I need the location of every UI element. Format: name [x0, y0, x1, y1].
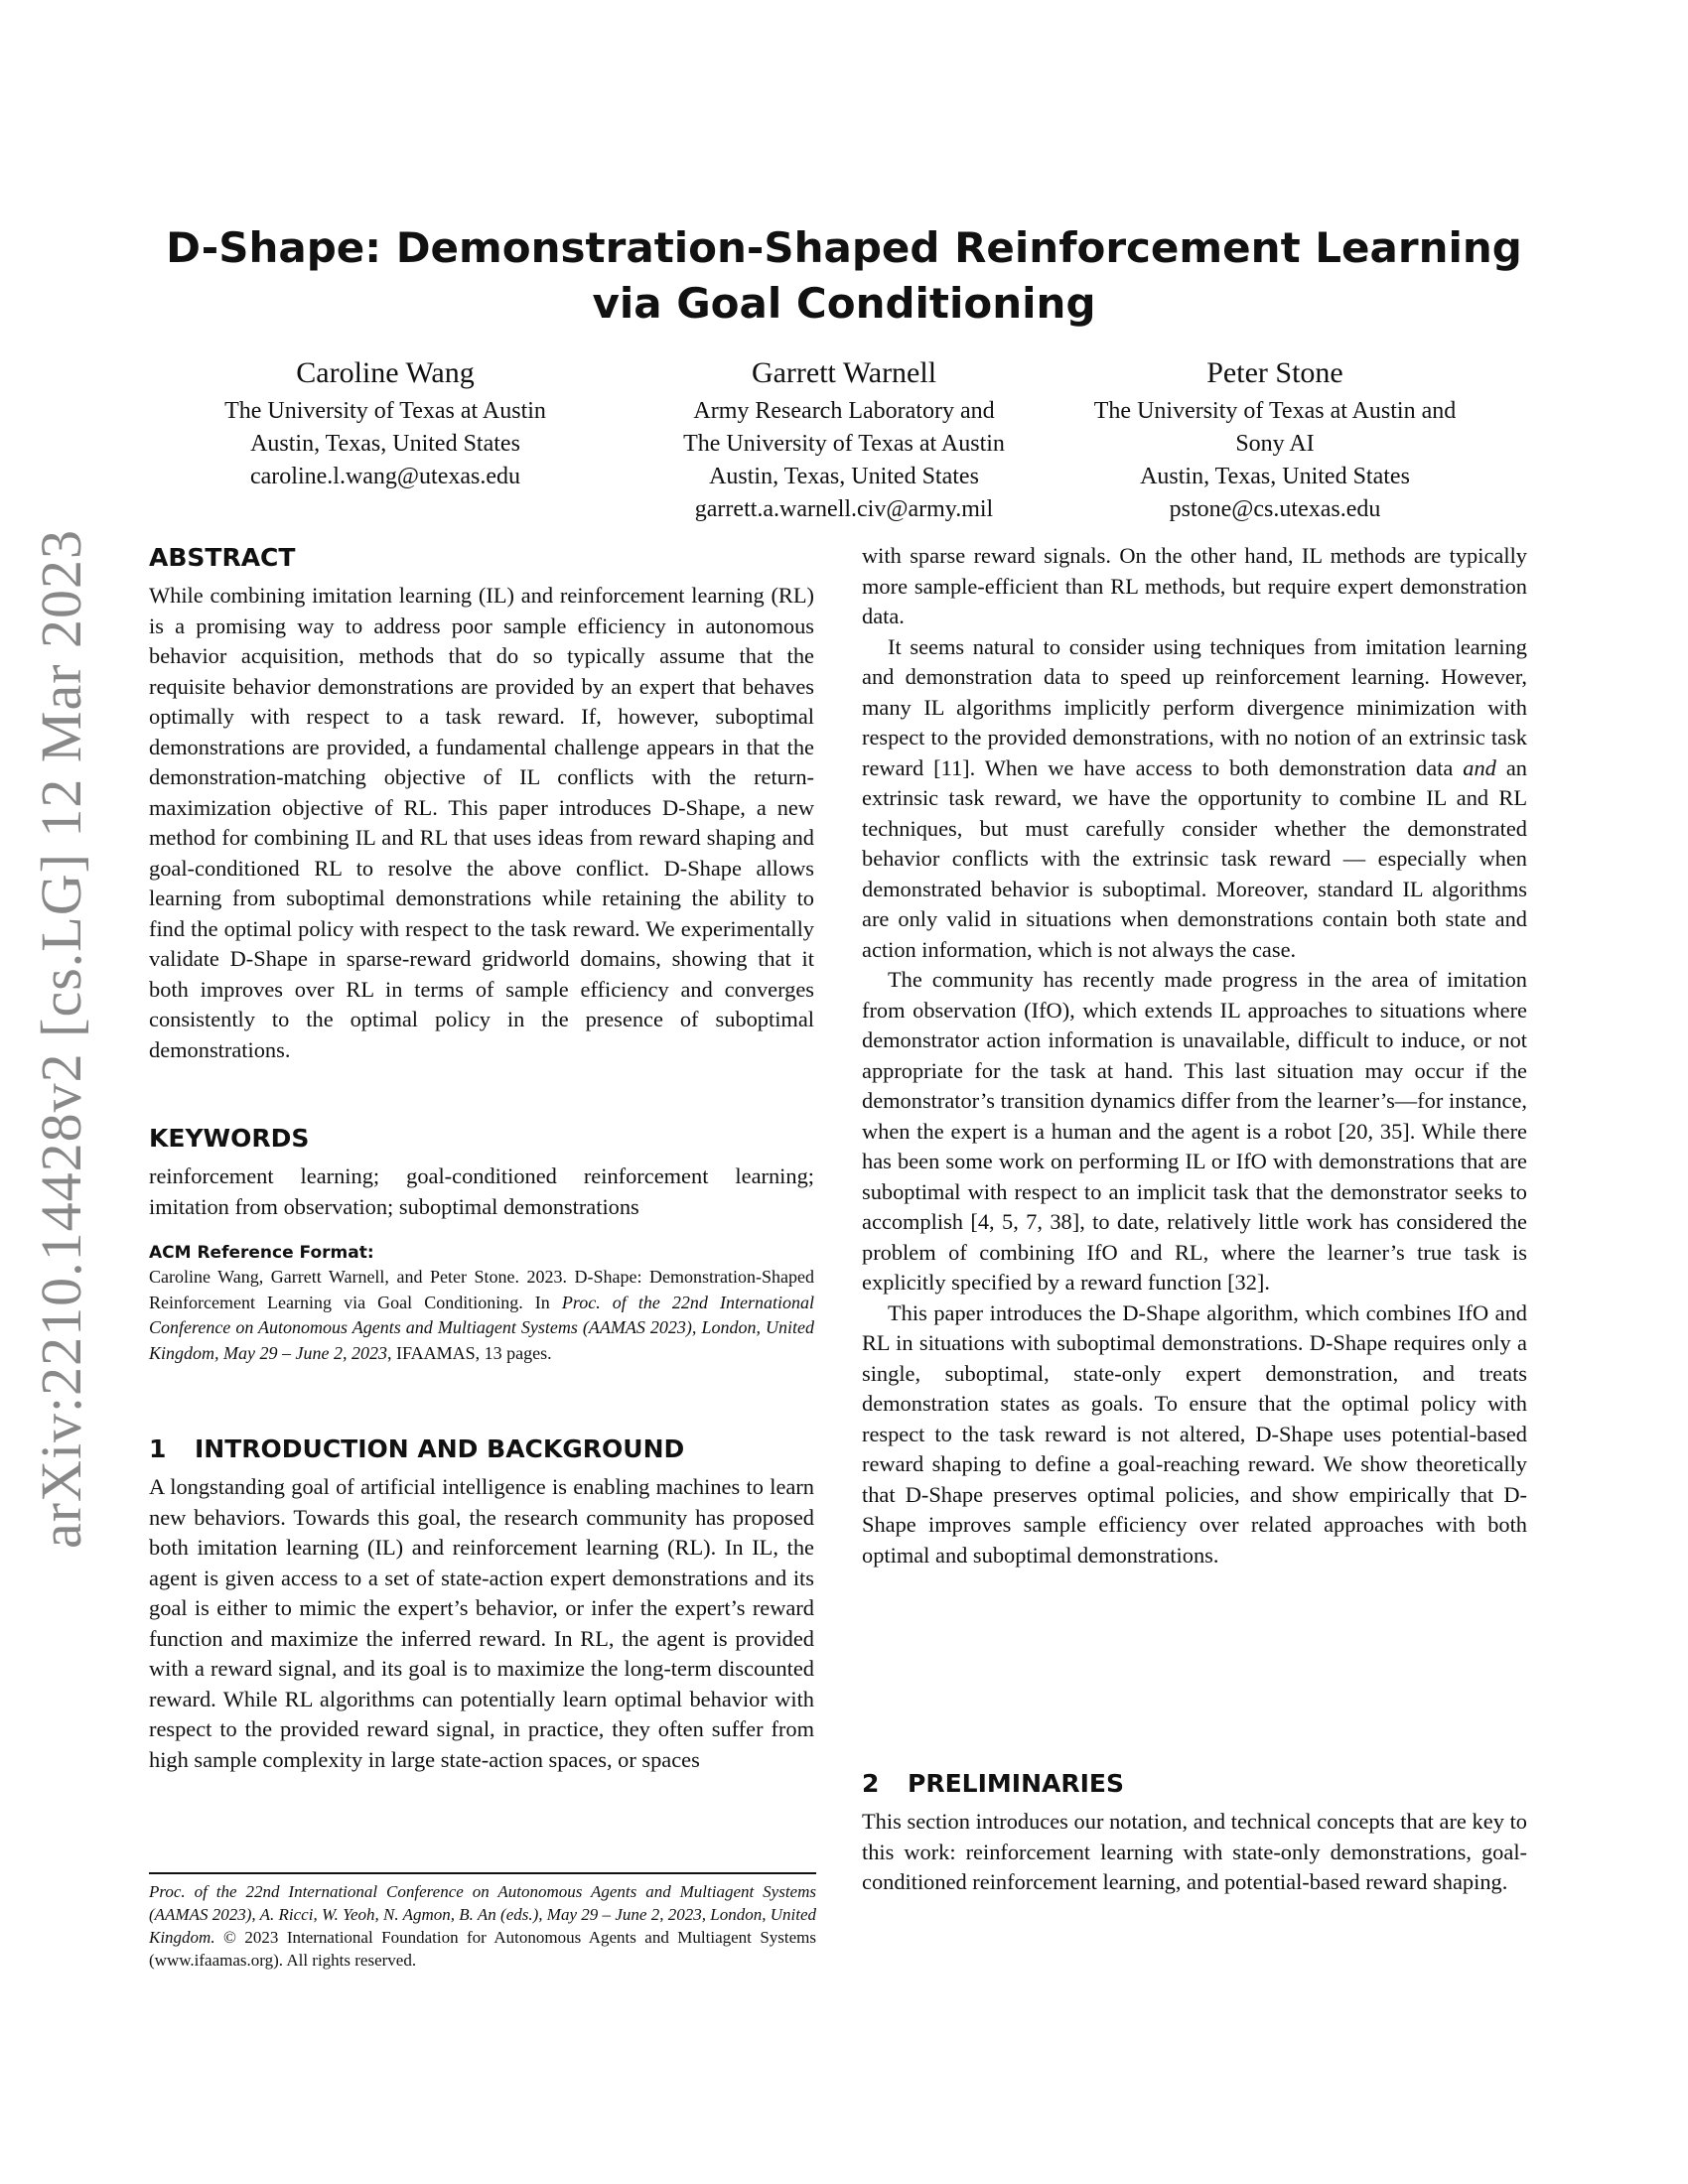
author-block-1 [167, 353, 604, 493]
author-affiliation: Sony AI [1235, 431, 1315, 457]
intro-paragraph-4: This paper introduces the D-Shape algorithm, which combines IfO and RL in situations with suboptimal demonstrations. D-Shape requires only a single, suboptimal, state-only expert demonstration, and treats demonstration states as goals. To ensure that the optimal policy with respect to the task reward is not altered, D-Shape uses potential-based reward shaping to define a goal-reaching reward. We show theoretically that D-Shape preserves optimal policies, and show empirically that D-Shape improves sample efficiency over related approaches with both optimal and suboptimal demonstrations. [862, 1299, 1527, 1568]
keywords-section [149, 1122, 814, 1222]
acm-citation-publisher: , IFAAMAS, 13 pages. [386, 1342, 552, 1363]
author-email: pstone@cs.utexas.edu [1169, 496, 1381, 522]
author-location: Austin, Texas, United States [1140, 464, 1410, 489]
footnote-venue: Proc. of the 22nd International Conference on Autonomous Agents and Multiagent Systems (AAMAS 2023), A. Ricci, W. Yeoh, N. Agmon, B. An (eds.), May 29 – June 2, 2023, London, United Kingdom. [149, 1882, 816, 1947]
section-number: 2 [862, 1769, 880, 1798]
acm-citation-venue: Proc. of the 22nd International Conference on Autonomous Agents and Multiagent Systems (AAMAS 2023), London, United Kingdom, May 29 – June 2, 2023 [149, 1292, 814, 1363]
author-name: Caroline Wang [296, 356, 475, 389]
abstract-section [149, 541, 814, 1065]
intro-paragraph-1-continued: with sparse reward signals. On the other hand, IL methods are typically more sample-efficient than RL methods, but require expert demonstration data. [862, 543, 1527, 628]
preliminaries-text: This section introduces our notation, and technical concepts that are key to this work: reinforcement learning with state-only demonstrations, goal-conditioned reinforcement learning, and potential-based reward shaping. [862, 1809, 1527, 1894]
author-email: garrett.a.warnell.civ@army.mil [694, 496, 994, 522]
intro-paragraph-2-start: It seems natural to consider using techniques from imitation learning and demonstration data to speed up reinforcement learning. However, many IL algorithms implicitly perform divergence minimization with respect to the provided demonstrations, with no notion of an extrinsic task reward [11]. When we have access to both demonstration data [862, 633, 1527, 780]
keywords-text: reinforcement learning; goal-conditioned reinforcement learning; imitation from observation; suboptimal demonstrations [149, 1163, 814, 1219]
acm-citation-authors: Caroline Wang, Garrett Warnell, and Peter Stone. 2023. D-Shape: Demonstration-Shaped Reinforcement Learning via Goal Conditioning. In [149, 1267, 814, 1312]
author-location: Austin, Texas, United States [709, 464, 979, 489]
author-affiliation: Army Research Laboratory and [693, 398, 995, 424]
emphasis-and: and [1463, 754, 1496, 780]
introduction-continued [862, 541, 1527, 1570]
keywords-heading: KEYWORDS [149, 1124, 310, 1153]
footnote-copyright: © 2023 International Foundation for Autonomous Agents and Multiagent Systems (www.ifaamas.org). All rights reserved. [149, 1928, 816, 1970]
abstract-heading: ABSTRACT [149, 543, 296, 572]
author-name: Garrett Warnell [751, 356, 937, 389]
intro-paragraph-2-end: an extrinsic task reward, we have the opportunity to combine IL and RL techniques, but must carefully consider whether the demonstrated behavior conflicts with the extrinsic task reward — especially when demonstrated behavior is suboptimal. Moreover, standard IL algorithms are only valid in situations when demonstrations contain both state and action information, which is not always the case. [862, 754, 1527, 962]
acm-reference-heading: ACM Reference Format: [149, 1243, 374, 1263]
paper-title: D-Shape: Demonstration-Shaped Reinforcement Learning via Goal Conditioning [166, 223, 1522, 328]
copyright-footnote [149, 1880, 816, 1972]
acm-reference-text [149, 1265, 814, 1366]
section-title: PRELIMINARIES [908, 1769, 1124, 1798]
arxiv-identifier: arXiv:2210.14428v2 [cs.LG] 12 Mar 2023 [29, 528, 93, 1549]
author-email: caroline.l.wang@utexas.edu [249, 464, 520, 489]
author-name: Peter Stone [1206, 356, 1343, 389]
author-affiliation: The University of Texas at Austin and [1093, 398, 1457, 424]
preliminaries-heading [862, 1767, 1527, 1801]
author-block-3 [1056, 353, 1493, 526]
section-number: 1 [149, 1434, 167, 1463]
intro-paragraph-1: A longstanding goal of artificial intelligence is enabling machines to learn new behaviors. Towards this goal, the research community has proposed both imitation learning (IL) and reinforcement learning (RL). In IL, the agent is given access to a set of state-action expert demonstrations and its goal is either to mimic the expert’s behavior, or infer the expert’s reward function and maximize the inferred reward. In RL, the agent is provided with a reward signal, and its goal is to maximize the long-term discounted reward. While RL algorithms can potentially learn optimal behavior with respect to the provided reward signal, in practice, they often suffer from high sample complexity in large state-action spaces, or spaces [149, 1474, 814, 1772]
acm-reference [149, 1241, 814, 1366]
section-title: INTRODUCTION AND BACKGROUND [195, 1434, 685, 1463]
preliminaries-section [862, 1767, 1527, 1898]
introduction-heading [149, 1433, 814, 1466]
intro-paragraph-3: The community has recently made progress in the area of imitation from observation (IfO), which extends IL approaches to situations where demonstrator action information is unavailable, difficult to induce, or not appropriate for the task at hand. This last situation may occur if the demonstrator’s transition dynamics differ from the learner’s—for instance, when the expert is a human and the agent is a robot [20, 35]. While there has been some work on performing IL or IfO with demonstrations that are suboptimal with respect to an implicit task that the demonstrator seeks to accomplish [4, 5, 7, 38], to date, relatively little work has considered the problem of combining IfO and RL, where the learner’s true task is explicitly specified by a reward function [32]. [862, 967, 1527, 1295]
author-block-2 [626, 353, 1062, 526]
introduction-section [149, 1433, 814, 1775]
author-location: Austin, Texas, United States [250, 431, 520, 457]
author-affiliation: The University of Texas at Austin [683, 431, 1005, 457]
author-affiliation: The University of Texas at Austin [224, 398, 546, 424]
abstract-text: While combining imitation learning (IL) and reinforcement learning (RL) is a promising way to address poor sample efficiency in autonomous behavior acquisition, methods that do so typically assume that the requisite behavior demonstrations are provided by an expert that behaves optimally with respect to a task reward. If, however, suboptimal demonstrations are provided, a fundamental challenge appears in that the demonstration-matching objective of IL conflicts with the return-maximization objective of RL. This paper introduces D-Shape, a new method for combining IL and RL that uses ideas from reward shaping and goal-conditioned RL to resolve the above conflict. D-Shape allows learning from suboptimal demonstrations while retaining the ability to find the optimal policy with respect to the task reward. We experimentally validate D-Shape in sparse-reward gridworld domains, showing that it both improves over RL in terms of sample efficiency and converges consistently to the optimal policy in the presence of suboptimal demonstrations. [149, 583, 814, 1062]
footnote-rule [149, 1872, 816, 1874]
intro-paragraph-2 [862, 632, 1527, 966]
